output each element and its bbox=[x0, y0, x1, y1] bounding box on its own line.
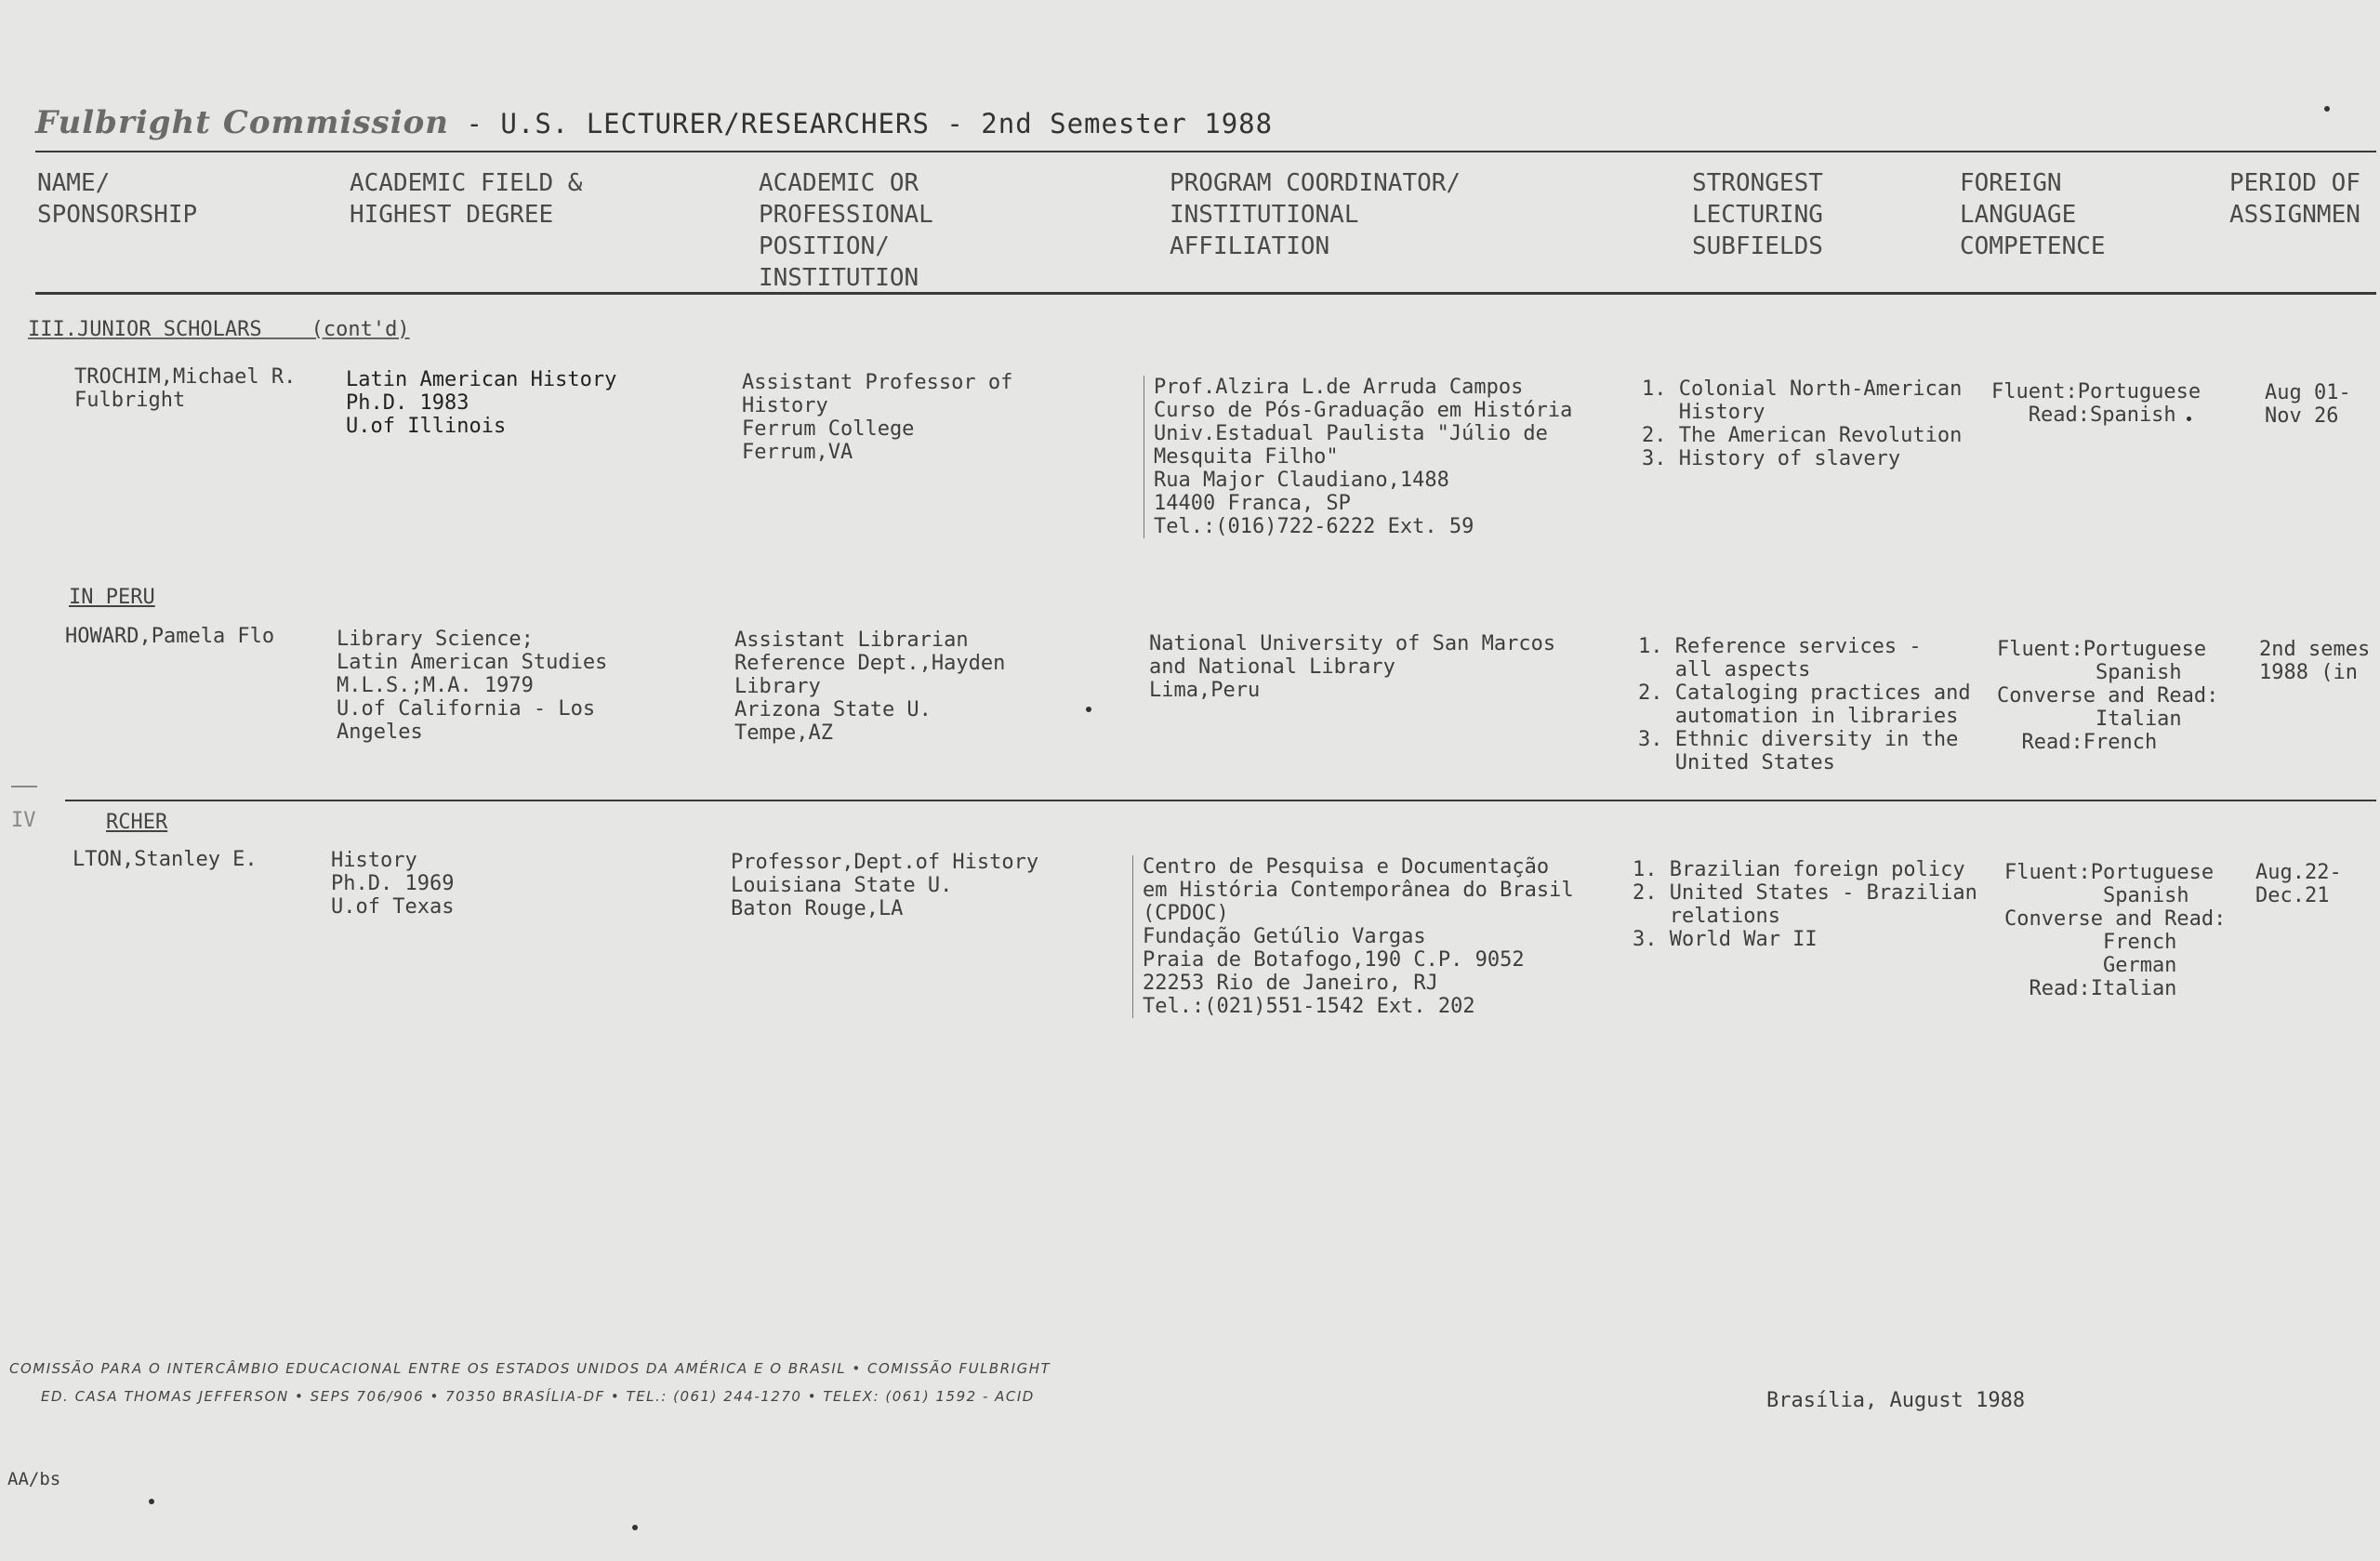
row2-position: Assistant Librarian Reference Dept.,Hayden Library Arizona State U. Tempe,AZ bbox=[734, 628, 1006, 745]
section-divider-rule bbox=[65, 800, 2376, 801]
footer-initials: AA/bs bbox=[7, 1469, 61, 1489]
col-header-coordinator: PROGRAM COORDINATOR/ INSTITUTIONAL AFFILIATION bbox=[1170, 169, 1461, 260]
header-top-rule bbox=[35, 151, 2376, 152]
row1-subfields: 1. Colonial North-American History 2. The American Revolution 3. History of slavery bbox=[1642, 377, 1963, 470]
section-number-iv: IV bbox=[11, 809, 36, 832]
footer-place-date: Brasília, August 1988 bbox=[1766, 1389, 2026, 1412]
row2-subfields: 1. Reference services - all aspects 2. Cataloging practices and automation in libraries 3. Ethnic diversity in the United States bbox=[1638, 635, 1971, 774]
col-header-name: NAME/ SPONSORSHIP bbox=[37, 169, 198, 229]
row1-name: TROCHIM,Michael R. Fulbright bbox=[74, 365, 297, 412]
row1-language: Fluent:Portuguese Read:Spanish bbox=[1991, 380, 2202, 427]
row3-name: LTON,Stanley E. bbox=[73, 848, 258, 871]
row3-coordinator: Centro de Pesquisa e Documentação em História Contemporânea do Brasil (CPDOC) Fundação Getúlio Vargas Praia de Botafogo,190 C.P. 9052 22253 Rio de Janeiro, RJ Tel.:(021)551-1542 Ext. 202 bbox=[1132, 855, 1574, 1018]
row2-field: Library Science; Latin American Studies M.L.S.;M.A. 1979 U.of California - Los Angeles bbox=[337, 628, 608, 744]
row3-subfields: 1. Brazilian foreign policy 2. United States - Brazilian relations 3. World War II bbox=[1633, 858, 1977, 951]
row1-coordinator: Prof.Alzira L.de Arruda Campos Curso de Pós-Graduação em História Univ.Estadual Paulista "Júlio de Mesquita Filho" Rua Major Claudiano,1488 14400 Franca, SP Tel.:(016)722-6222 Ext. 59 bbox=[1144, 376, 1572, 538]
col-header-position: ACADEMIC OR PROFESSIONAL POSITION/ INSTITUTION bbox=[759, 169, 933, 292]
document-title bbox=[35, 104, 1273, 141]
title-text: - U.S. LECTURER/RESEARCHERS - 2nd Semester 1988 bbox=[466, 108, 1274, 139]
scan-speck bbox=[632, 1525, 638, 1530]
footer-address-line: ED. CASA THOMAS JEFFERSON • SEPS 706/906 • 70350 BRASÍLIA-DF • TEL.: (061) 244-1270 • TELEX: (061) 1592 - ACID bbox=[41, 1388, 1035, 1405]
row3-position: Professor,Dept.of History Louisiana State U. Baton Rouge,LA bbox=[731, 851, 1039, 920]
col-header-language: FOREIGN LANGUAGE COMPETENCE bbox=[1960, 169, 2106, 260]
row1-period: Aug 01- Nov 26 bbox=[2265, 381, 2351, 428]
section-in-peru: IN PERU bbox=[69, 586, 155, 609]
section-junior-scholars: III.JUNIOR SCHOLARS (cont'd) bbox=[28, 318, 410, 341]
row2-coordinator: National University of San Marcos and National Library Lima,Peru bbox=[1149, 632, 1556, 702]
header-bottom-rule bbox=[35, 292, 2376, 295]
scan-speck bbox=[2187, 417, 2191, 421]
row1-field: Latin American History Ph.D. 1983 U.of Illinois bbox=[346, 368, 617, 438]
row2-name: HOWARD,Pamela Flo bbox=[65, 625, 275, 648]
row3-field: History Ph.D. 1969 U.of Texas bbox=[331, 849, 455, 919]
row2-language: Fluent:Portuguese Spanish Converse and Read: Italian Read:French bbox=[1997, 638, 2219, 754]
section-researcher: RCHER bbox=[106, 811, 168, 834]
row3-language: Fluent:Portuguese Spanish Converse and Read: French German Read:Italian bbox=[2004, 861, 2227, 1000]
col-header-field: ACADEMIC FIELD & HIGHEST DEGREE bbox=[350, 169, 583, 229]
col-header-subfields: STRONGEST LECTURING SUBFIELDS bbox=[1692, 169, 1823, 260]
col-header-period: PERIOD OF ASSIGNMEN bbox=[2229, 169, 2360, 229]
scan-speck bbox=[1086, 707, 1091, 712]
margin-tick bbox=[11, 786, 37, 787]
scan-speck bbox=[149, 1499, 154, 1504]
footer-commission-line: COMISSÃO PARA O INTERCÂMBIO EDUCACIONAL ENTRE OS ESTADOS UNIDOS DA AMÉRICA E O BRASIL • COMISSÃO FULBRIGHT bbox=[9, 1360, 1051, 1377]
row2-period: 2nd semes 1988 (in bbox=[2259, 638, 2371, 684]
fulbright-logo: Fulbright Commission bbox=[35, 104, 450, 141]
row1-position: Assistant Professor of History Ferrum College Ferrum,VA bbox=[742, 371, 1013, 464]
scan-speck bbox=[2324, 106, 2330, 112]
row3-period: Aug.22- Dec.21 bbox=[2255, 861, 2342, 907]
